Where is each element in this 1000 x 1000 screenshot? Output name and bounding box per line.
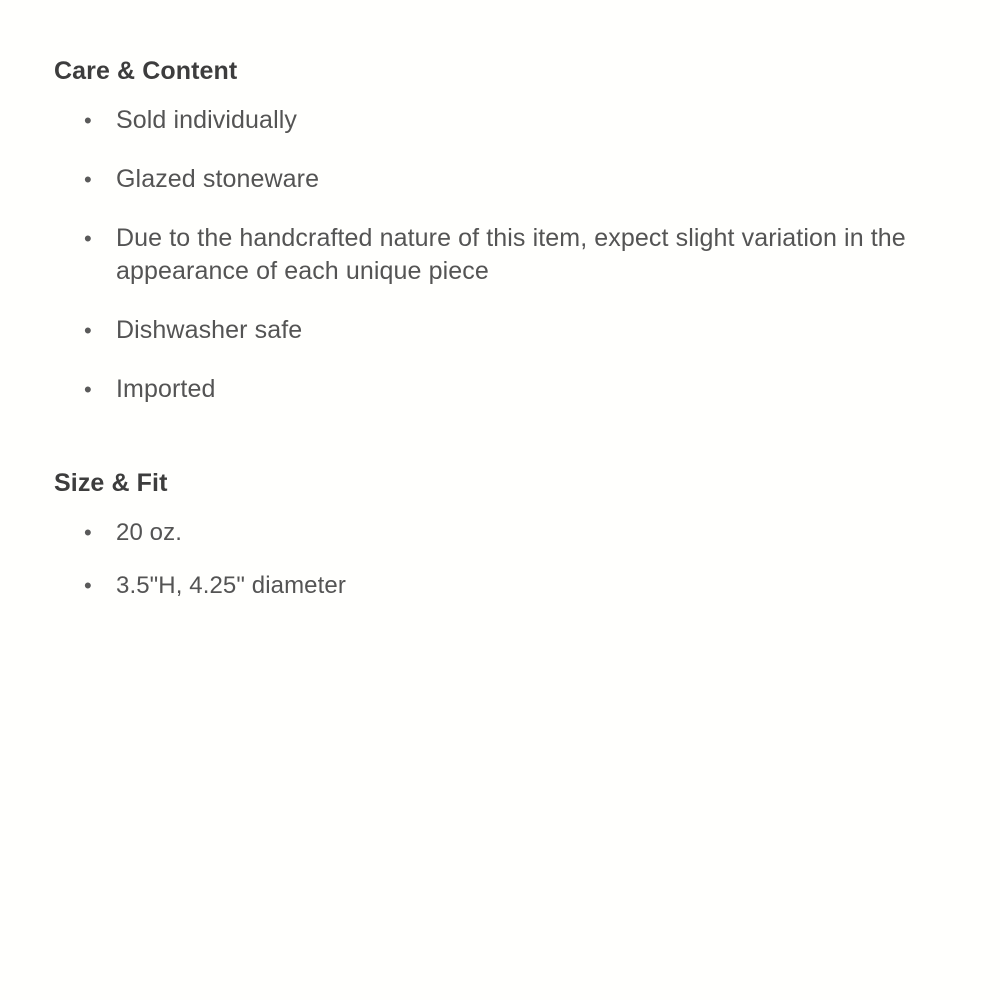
list-item [54, 569, 946, 602]
list-item [54, 314, 946, 347]
bullet-icon: • [84, 167, 92, 192]
size-and-fit-list [54, 516, 946, 602]
list-item-label: Sold individually [116, 106, 297, 134]
section-title-size-and-fit: Size & Fit [54, 469, 168, 497]
bullet-icon: • [84, 377, 92, 402]
care-and-content-list [54, 104, 946, 406]
list-item [54, 163, 946, 196]
section-care-and-content [54, 56, 946, 406]
bullet-icon: • [84, 226, 92, 251]
list-item [54, 104, 946, 137]
bullet-icon: • [84, 573, 92, 598]
bullet-icon: • [84, 318, 92, 343]
list-item-label: Imported [116, 375, 216, 403]
list-item-label: Due to the handcrafted nature of this item, expect slight variation in the appearance of each unique piece [116, 224, 906, 285]
section-title-care-and-content: Care & Content [54, 57, 238, 85]
list-item-label: 3.5"H, 4.25" diameter [116, 572, 346, 599]
bullet-icon: • [84, 108, 92, 133]
section-size-and-fit [54, 468, 946, 602]
list-item-label: Dishwasher safe [116, 316, 303, 344]
list-item-label: 20 oz. [116, 519, 182, 546]
list-item-label: Glazed stoneware [116, 165, 320, 193]
list-item [54, 516, 946, 549]
list-item [54, 222, 946, 288]
bullet-icon: • [84, 520, 92, 545]
list-item [54, 373, 946, 406]
